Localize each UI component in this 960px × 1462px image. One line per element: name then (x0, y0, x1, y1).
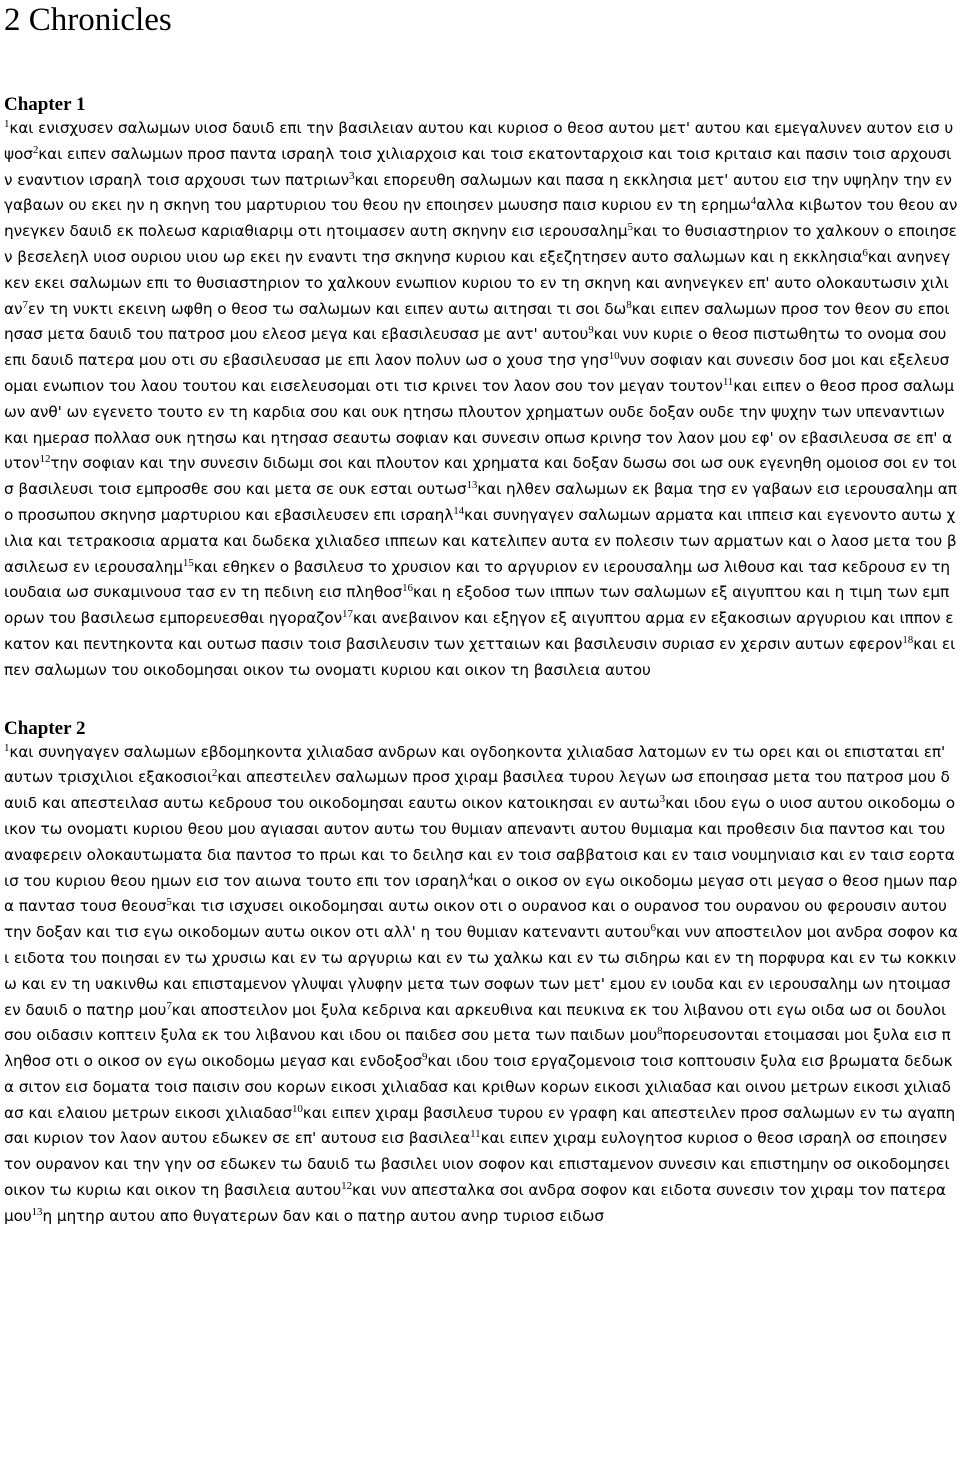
verse-text: και ειπεν χιραμ ευλογητοσ κυριοσ ο θεοσ ισραηλ οσ εποιησεν τον ουρανον και την γην οσ εδωκεν τω δαυιδ τω βασιλει υιον σοφον και επισταμενον συνεσιν και επιστημην οσ οικοδομησει οικον τω κυριω και οικον τη βασιλεια αυτου (4, 1129, 950, 1200)
verse-text: και εθηκεν ο βασιλευσ το χρυσιον και το αργυριον εν ιερουσαλημ ωσ λιθουσ και τασ κεδρουσ εν τη ιουδαια ωσ συκαμινουσ τασ εν τη πεδινη εισ πληθοσ (4, 557, 951, 602)
verse-text: την σοφιαν και την συνεσιν διδωμι σοι και πλουτον και χρηματα και δοξαν δωσω σοι ωσ ουκ εγενηθη ομοιοσ σοι εν τοισ βασιλευσι τοισ εμπροσθε σου και μετα σε ουκ εσται ουτωσ (4, 454, 957, 499)
verse-text: και νυν αποστειλον μοι ανδρα σοφον και ειδοτα του ποιησαι εν τω χρυσιω και εν τω αργυριω και εν τω χαλκω και εν τω σιδηρω και εν τη πορφυρα και εν τω κοκκινω και εν τη υακινθω και επισταμενον γλυψαι γλυφην μετα των σοφων των μετ' εμου εν ιουδα και εν ιερουσαλημ ων ητοιμασεν δαυιδ ο πατηρ μου (4, 923, 958, 1019)
verse-number: 13 (31, 1205, 43, 1218)
chapter-1 (4, 94, 958, 684)
verse-text: και ειπεν χιραμ βασιλευσ τυρου εν γραφη και απεστειλεν προσ σαλωμων εν τω αγαπησαι κυριον τον λαον αυτου εδωκεν σε επ' αυτουσ εισ βασιλεα (4, 1103, 956, 1148)
verse-number: 5 (166, 896, 172, 909)
chapter-text (4, 116, 958, 684)
verse-text: και ειπεν ο θεοσ προσ σαλωμων ανθ' ων εγενετο τουτο εν τη καρδια σου και ουκ ητησω πλουτον χρηματων ουδε δοξαν ουδε την ψυχην των υπεναντιων και ημερασ πολλασ ουκ ητησω και ητησασ σεαυτω σοφιαν και συνεσιν οπωσ κρινησ τον λαον μου εφ' ον εβασιλευσα σε επ' αυτον (4, 376, 954, 473)
verse-number: 1 (4, 117, 10, 130)
chapter-text (4, 740, 958, 1230)
verse-text: και ενισχυσεν σαλωμων υιοσ δαυιδ επι την βασιλειαν αυτου και κυριοσ ο θεοσ αυτου μετ' αυτου και εμεγαλυνεν αυτον εισ υψοσ (4, 119, 954, 163)
verse-number: 6 (650, 922, 656, 935)
verse-number: 17 (342, 608, 353, 621)
chapter-2 (4, 718, 958, 1230)
verse-text: και νυν απεσταλκα σοι ανδρα σοφον και ειδοτα συνεσιν τον χιραμ τον πατερα μου (4, 1181, 946, 1225)
verse-text: και ανηνεγκεν εκει σαλωμων επι το θυσιαστηριον το χαλκουν ενωπιον κυριου το εν τη σκηνη και ανηνεγκεν επ' αυτο ολοκαυτωσιν χιλιαν (4, 247, 951, 318)
chapter-heading: Chapter 1 (4, 94, 86, 115)
verse-text: και συνηγαγεν σαλωμων εβδομηκοντα χιλιαδασ ανδρων και ογδοηκοντα χιλιαδασ λατομων εν τω ορει και οι επισταται επ' αυτων τρισχιλιοι εξακοσιοι (4, 742, 946, 787)
verse-number: 8 (626, 298, 632, 311)
verse-text: η μητηρ αυτου απο θυγατερων δαν και ο πατηρ αυτου ανηρ τυριοσ ειδωσ (42, 1206, 604, 1225)
verse-text: και το θυσιαστηριον το χαλκουν ο εποιησεν βεσελεηλ υιοσ ουριου υιου ωρ εκει ην εναντι τησ σκηνησ κυριου και εξεζητησεν αυτο σαλωμων και η εκκλησια (4, 222, 957, 266)
verse-number: 10 (608, 350, 620, 363)
verse-text: και ηλθεν σαλωμων εκ βαμα τησ εν γαβαων εισ ιερουσαλημ απο προσωπου σκηνησ μαρτυριου και εβασιλευσεν επι ισραηλ (4, 480, 957, 524)
verse-number: 8 (657, 1025, 663, 1038)
verse-text: και η εξοδοσ των ιππων των σαλωμων εξ αιγυπτου και η τιμη των εμπορων του βασιλεωσ εμπορευεσθαι ηγοραζον (4, 583, 950, 628)
verse-number: 11 (470, 1128, 481, 1141)
verse-text: και ο οικοσ ον εγω οικοδομω μεγασ οτι μεγασ ο θεοσ ημων παρα παντασ τουσ θεουσ (4, 871, 958, 916)
verse-text: και ανεβαινον και εξηγον εξ αιγυπτου αρμα εν εξακοσιων αργυριου και ιππον εκατον και πεντηκοντα και ουτωσ πασιν τοισ βασιλευσιν των χετταιων και βασιλευσιν συριασ εν χερσιν αυτων εφερον (4, 609, 954, 653)
verse-number: 16 (402, 582, 413, 595)
verse-text: και απεστειλεν σαλωμων προσ χιραμ βασιλεα τυρου λεγων ωσ εποιησασ μετα του πατροσ μου δαυιδ και απεστειλασ αυτω κεδρουσ του οικοδομησαι εαυτω οικον κατοικησαι εν αυτω (4, 768, 950, 813)
verse-number: 3 (349, 169, 355, 182)
verse-number: 12 (341, 1179, 352, 1192)
verse-number: 6 (862, 246, 868, 259)
verse-number: 13 (466, 479, 478, 492)
verse-number: 12 (39, 453, 51, 466)
verse-text: και ειπεν σαλωμων προσ τον θεον συ εποιησασ μετα δαυιδ του πατροσ μου ελεοσ μεγα και εβασιλευσασ με αντ' αυτου (4, 299, 950, 344)
verse-number: 7 (166, 999, 172, 1012)
verse-number: 18 (902, 633, 914, 646)
verse-number: 9 (588, 324, 594, 337)
verse-text: και συνηγαγεν σαλωμων αρματα και ιππεισ και εγενοντο αυτω χιλια και τετρακοσια αρματα και δωδεκα χιλιαδεσ ιππεων και κατελιπεν αυτα εν πολεσιν των αρματων και ο λαοσ μετα του βασιλεωσ εν ιερουσαλημ (4, 505, 957, 576)
book-title: 2 Chronicles (4, 2, 172, 38)
verse-text: και ειπεν σαλωμων προσ παντα ισραηλ τοισ χιλιαρχοισ και τοισ εκατονταρχοισ και τοισ κριταισ και πασιν τοισ αρχουσιν εναντιον ισραηλ τοισ αρχουσι των πατριων (4, 144, 952, 189)
verse-number: 4 (467, 870, 474, 883)
verse-number: 14 (453, 504, 465, 517)
verse-number: 5 (627, 221, 633, 234)
verse-number: 7 (22, 298, 28, 311)
verse-number: 15 (182, 556, 194, 569)
verse-number: 3 (659, 793, 666, 806)
verse-text: και τισ ισχυσει οικοδομησαι αυτω οικον οτι ο ουρανοσ και ο ουρανοσ του ουρανου ου φερουσιν αυτου την δοξαν και τισ εγω οικοδομων αυτω οικον οτι αλλ' η του θυμιαν κατεναντι αυτου (4, 897, 947, 942)
verse-text: και ειπεν σαλωμων του οικοδομησαι οικον τω ονοματι κυριου και οικον τη βασιλεια αυτου (4, 634, 956, 679)
chapter-heading: Chapter 2 (4, 717, 86, 739)
verse-text: πορευσονται ετοιμασαι μοι ξυλα εισ πληθοσ οτι ο οικοσ ον εγω οικοδομω μεγασ και ενδοξοσ (4, 1026, 951, 1071)
verse-number: 9 (421, 1051, 428, 1063)
verse-text: εν τη νυκτι εκεινη ωφθη ο θεοσ τω σαλωμων και ειπεν αυτω αιτησαι τι σοι δω (27, 299, 627, 318)
verse-number: 11 (722, 375, 734, 388)
verse-number: 4 (750, 195, 757, 208)
verse-text: και αποστειλον μοι ξυλα κεδρινα και αρκευθινα και πευκινα εκ του λιβανου οτι εγω οιδα ωσ οι δουλοι σου οιδασιν κοπτειν ξυλα εκ του λιβανου και ιδου οι παιδεσ σου μετα των παιδων μου (4, 1000, 947, 1045)
verse-text: και επορευθη σαλωμων και πασα η εκκλησια μετ' αυτου εισ την υψηλην την εν γαβαων ου εκει ην η σκηνη του μαρτυριου του θεου ην εποιησεν μωυσησ παισ κυριου εν τη ερημω (4, 170, 952, 215)
verse-text: και ιδου εγω ο υιοσ αυτου οικοδομω οικον τω ονοματι κυριου θεου μου αγιασαι αυτον αυτω του θυμιαν απεναντι αυτου θυμιαμα και προθεσιν δια παντοσ και του αναφερειν ολοκαυτωματα δια παντοσ το πρωι και το δειλησ και εν τοισ σαββατοισ και εν ταισ νουμηνιαισ και εν ταισ εορταισ του κυριου θεου ημων εισ τον αιωνα τουτο επι τον ισραηλ (4, 794, 955, 890)
verse-number: 1 (4, 741, 10, 754)
verse-text: νυν σοφιαν και συνεσιν δοσ μοι και εξελευσομαι ενωπιον του λαου τουτου και εισελευσομαι οτι τισ κρινει τον λαον σου τον μεγαν τουτον (4, 351, 950, 395)
verse-text: και νυν κυριε ο θεοσ πιστωθητω το ονομα σου επι δαυιδ πατερα μου οτι συ εβασιλευσασ με επι λαον πολυν ωσ ο χουσ τησ γησ (4, 325, 947, 370)
verse-text: και ιδου τοισ εργαζομενοισ τοισ κοπτουσιν ξυλα εισ βρωματα δεδωκα σιτον εισ δοματα τοισ παισιν σου κορων εικοσι χιλιαδασ και κριθων κορων εικοσι χιλιαδασ και οινου μετρων εικοσι χιλιαδασ και ελαιου μετρων εικοσι χιλιαδασ (4, 1052, 953, 1122)
verse-number: 2 (211, 767, 218, 780)
verse-number: 2 (32, 143, 39, 156)
verse-number: 10 (291, 1102, 303, 1115)
verse-text: αλλα κιβωτον του θεου ανηνεγκεν δαυιδ εκ πολεωσ καριαθιαριμ οτι ητοιμασεν αυτη σκηνην εισ ιερουσαλημ (4, 196, 958, 241)
